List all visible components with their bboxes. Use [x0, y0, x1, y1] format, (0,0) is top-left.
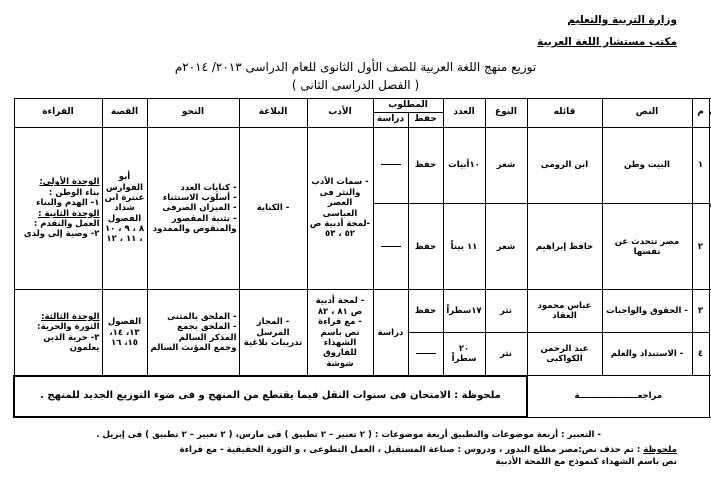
rhetoric-cell: [239, 290, 307, 376]
grammar-item: - كنايات العدد: [180, 182, 237, 193]
row-num: ٤: [692, 333, 709, 376]
page-title: توزيع منهج اللغة العربية للصف الأول الثانوى للعام الدراسى ٢٠١٣/ ٢٠١٤م: [174, 60, 537, 74]
grammar-cell: [147, 127, 239, 290]
grammar-item: - الملحق بجمع المذكر السالم: [177, 322, 237, 343]
col-required: المطلوب: [373, 99, 443, 113]
grammar-cell: [147, 290, 239, 376]
memorize-cell: [408, 333, 443, 376]
literature-cell: [307, 127, 373, 290]
col-author: قائله: [527, 99, 602, 128]
expression-label: - التعبير :: [561, 430, 601, 440]
rhetoric-cell: - الكناية: [239, 127, 307, 290]
memorize-cell: حفظ: [408, 127, 443, 204]
reading-cell: [14, 290, 102, 376]
text-cell: - الحقوق والواجبات: [602, 290, 692, 333]
study-cell: [373, 127, 408, 204]
literature-item: - لمحة أدبية ص ٨١ ، ٨٢: [315, 296, 365, 317]
exam-note-cell: ملحوظة : الامتحان فى سنوات النقل فيما يقتطع من المنهج و فى ضوء التوزيع الجديد للمنهج .: [14, 376, 527, 417]
literature-cell: [307, 290, 373, 376]
count-cell: ١٠أبيات: [443, 127, 485, 204]
footer-note-label: ملحوظة: [643, 445, 677, 455]
reading-unit-name: العمل والتقدم :: [33, 218, 100, 229]
rhetoric-item: تدريبات بلاغية: [243, 337, 303, 348]
grammar-item: - أسلوب الاستثناء: [162, 192, 237, 203]
reading-unit-title: الوحدة الأولى:: [39, 177, 100, 188]
grammar-item: وجمع المؤنث السالم: [150, 343, 237, 354]
col-type: النوع: [485, 99, 527, 128]
col-count: العدد: [443, 99, 485, 128]
col-text: النص: [602, 99, 692, 128]
story-cell: الفصول ١٣، ١٤، ١٥، ١٦: [102, 290, 147, 376]
col-num: م: [692, 99, 709, 128]
reading-unit-title: الوحدة الثانية :: [38, 208, 100, 219]
reading-cell: [14, 127, 102, 290]
page-subtitle: ( الفصل الدراسى الثانى ): [291, 78, 420, 92]
col-study: دراسة: [373, 113, 408, 127]
table-row: [14, 127, 711, 204]
ministry-header: وزارة التربية والتعليم: [567, 14, 677, 26]
memorize-cell: حفظ: [408, 290, 443, 333]
author-cell: عبد الرحمن الكواكبى: [527, 333, 602, 376]
study-cell: دراسة: [373, 290, 408, 376]
author-cell: حافظ إبراهيم: [527, 204, 602, 290]
type-cell: شعر: [485, 127, 527, 204]
row-num: ٣: [692, 290, 709, 333]
empty-dash: [416, 353, 436, 354]
story-cell: أبو الفوارس عنترة ابن شداد الفصول ٨ ، ٩ ، ١٠ ، ١١ ، ١٢: [102, 127, 147, 290]
curriculum-table: [13, 98, 711, 418]
expression-text: أربعة موضوعات والتطبيق أربعة موضوعات :: [374, 430, 559, 440]
reading-lesson: ١- الهدم والبناء: [36, 198, 100, 209]
col-story: القصة: [102, 99, 147, 128]
expression-detail: ( ٢ تعبير – ٢ تطبيق ) فى مارس، ( ٢ تعبير – ٢ تطبيق ) فى إبريل .: [96, 430, 372, 440]
table-row: [14, 290, 711, 333]
reading-unit-name: بناء الوطن :: [48, 187, 100, 198]
footer-note-text: : تم حذف نص:مصر مطلع البدور ، ودروس : صناعة المستقبل ، العمل التطوعى ، و الثورة الحقيقية - مع قراءة: [179, 445, 641, 455]
reading-lesson: ٣- حرية الذين يعلمون: [43, 332, 100, 354]
col-memorize: حفظ: [408, 113, 443, 127]
table-row: [14, 376, 711, 417]
text-cell: البيت وطن: [602, 127, 692, 204]
review-cell: مراجعــــــــــــــــــــة: [527, 376, 709, 417]
footer-note-line1: [180, 445, 677, 455]
reading-unit-title: الوحدة الثالثة:: [41, 311, 100, 322]
literature-item: - مع قراءة نص باسم الشهداء للفاروق شوشة: [318, 317, 362, 369]
reading-lesson: ٢- وصية إلى ولدى: [23, 229, 100, 240]
row-num: ١: [692, 127, 709, 204]
grammar-item: - تثنية المقصور والمنقوص والممدود: [152, 213, 237, 235]
col-reading: القراءة: [14, 99, 102, 128]
grammar-item: - الملحق بالمثنى: [167, 311, 237, 322]
office-header: مكتب مستشار اللغة العربية: [537, 36, 677, 48]
reading-unit-name: الثورة والحرية:: [37, 322, 100, 333]
type-cell: نثر: [485, 290, 527, 333]
rhetoric-item: - المجاز المرسل: [256, 317, 290, 338]
col-grammar: النحو: [147, 99, 239, 128]
expression-line: [96, 430, 601, 440]
author-cell: ابن الرومى: [527, 127, 602, 204]
grammar-item: - الميزان الصرفى: [162, 203, 237, 214]
study-cell: [373, 204, 408, 290]
row-num: ٢: [692, 204, 709, 290]
footer-note-line2: نص باسم الشهداء كنموذج مع اللمحة الأدبية: [495, 457, 677, 467]
empty-dash: [381, 164, 401, 165]
count-cell: ١١ بيتاً: [443, 204, 485, 290]
type-cell: شعر: [485, 204, 527, 290]
literature-item: - سمات الأدب والنثر فى العصر العباسى: [311, 177, 369, 219]
type-cell: نثر: [485, 333, 527, 376]
header-row: [14, 99, 711, 113]
col-literature: الأدب: [307, 99, 373, 128]
author-cell: عباس محمود العقاد: [527, 290, 602, 333]
empty-dash: [381, 246, 401, 247]
text-cell: - الاستبداد والعلم: [602, 333, 692, 376]
memorize-cell: حفظ: [408, 204, 443, 290]
count-cell: ٢٠ سطراً: [443, 333, 485, 376]
col-rhetoric: البلاغة: [239, 99, 307, 128]
text-cell: مصر تتحدث عن نفسها: [602, 204, 692, 290]
literature-item: -لمحة أدبية ص ٥٢ ، ٥٣: [309, 218, 371, 240]
count-cell: ١٧سطراً: [443, 290, 485, 333]
